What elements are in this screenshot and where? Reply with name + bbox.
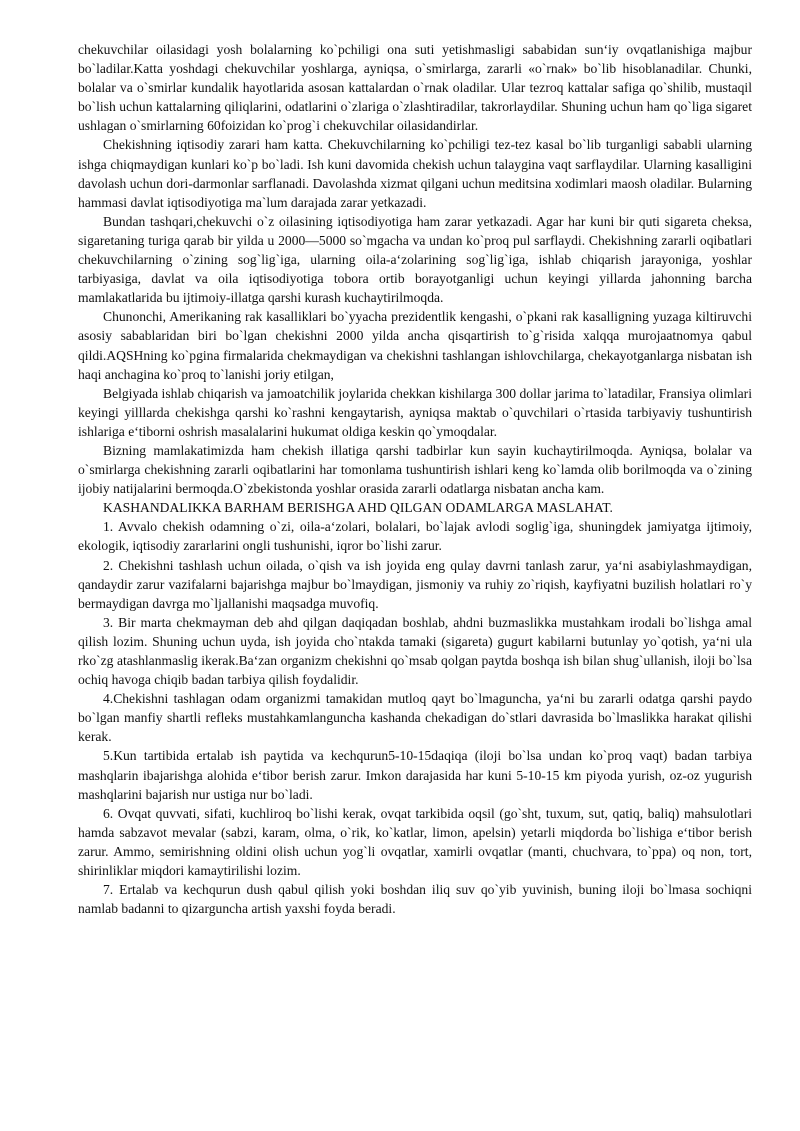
- paragraph-our-country: Bizning mamlakatimizda ham chekish illatiga qarshi tadbirlar kun sayin kuchaytirilmoqda. Ayniqsa, bolalar va o`smirlarga chekishning zararli oqibatlarini har tomonlama tushuntirish ishlari keng ko`lamda olib borilmoqda va o`zining ijobiy natijalarini bermoqda.O`zbekistonda yoshlar orasida zararli odatlarga nisbatan ancha kam.: [78, 442, 752, 497]
- document-page: [78, 40, 752, 918]
- section-heading: KASHANDALIKKA BARHAM BERISHGA AHD QILGAN ODAMLARGA MASLAHAT.: [103, 500, 613, 516]
- advice-item-6: 6. Ovqat quvvati, sifati, kuchliroq bo`lishi kerak, ovqat tarkibida oqsil (go`sht, tuxum, sut, qatiq, baliq) mahsulotlari hamda sabzavot mevalar (sabzi, karam, olma, o`rik, ko`katlar, limon, apelsin) yetarli miqdorda bo`lishiga e‘tibor berish zarur. Ammo, semirishning oldini olish uchun yog`li ovqatlar, xamirli ovqatlar (manti, chuchvara, to`ppa) oq non, tort, shirinliklar miqdori kamaytirilishi lozim.: [78, 805, 752, 879]
- advice-item-7: 7. Ertalab va kechqurun dush qabul qilish yoki boshdan iliq suv qo`yib yuvinish, buning iloji bo`lmasa sochiqni namlab badanni to qizarguncha artish yaxshi foyda beradi.: [78, 882, 752, 917]
- paragraph-family-harm: Bundan tashqari,chekuvchi o`z oilasining iqtisodiyotiga ham zarar yetkazadi. Agar har kuni bir quti sigareta cheksa, sigaretaning turiga qarab bir yilda u 2000—5000 so`mgacha va undan ko`proq pul sarflaydi. Chekishning zararli oqibatlari chekuvchilarning o`zining sog`lig`iga, ularning oila-a‘zolarining sog`lig`iga, ishlab chiqarish jarayoniga, yoshlar tarbiyasiga, davlat va oila iqtisodiyotiga tobora ortib borayotganligi uchun keyingi yillarda jahonning barcha mamlakatlarida bu ijtimoiy-illatga qarshi kurash kuchaytirilmoqda.: [78, 213, 752, 306]
- advice-item-4: 4.Chekishni tashlagan odam organizmi tamakidan mutloq qayt bo`lmaguncha, ya‘ni bu zararli odatga qarshi paydo bo`lgan manfiy shartli refleks mustahkamlanguncha kashanda chekadigan do`stlari davrasida bo`lmaslikka harakat qilishi kerak.: [78, 691, 752, 745]
- paragraph-america: Chunonchi, Amerikaning rak kasalliklari bo`yyacha prezidentlik kengashi, o`pkani rak kasalligning yuzaga kiltiruvchi asosiy sabablaridan biri bo`lgan chekishni 2000 yilda ancha qisqartirish to`g`risida xalqqa murojaatnomya qabul qildi.AQSHning ko`pgina firmalarida chekmaydigan va chekishni tashlangan ishlovchilarga, chekayotganlarga nisbatan ish haqi anchagina ko`proq to`lanishi joriy etilgan,: [78, 309, 752, 382]
- advice-item-1: 1. Avvalo chekish odamning o`zi, oila-a‘zolari, bolalari, bo`lajak avlodi soglig`iga, shuningdek jamiyatga ijtimoiy, ekologik, iqtisodiy zararlarini ongli tushunishi, iqror bo`lishi zarur.: [78, 519, 752, 554]
- advice-item-5: 5.Kun tartibida ertalab ish paytida va kechqurun5-10-15daqiqa (iloji bo`lsa undan ko`proq vaqt) badan tarbiya mashqlarin ibajarishga alohida e‘tibor berish zarur. Imkon darajasida har kuni 5-10-15 km piyoda yurish, oz-oz yugurish mashqlarini bajarish nur ustiga nur bo`ladi.: [78, 748, 752, 802]
- advice-item-2: 2. Chekishni tashlash uchun oilada, o`qish va ish joyida eng qulay davrni tanlash zarur, ya‘ni asabiylashmaydigan, qandaydir zarur vazifalarni bajarishga majbur bo`lmaydigan, jismoniy va ruhiy zo`riqish, kayfiyatni buzilish holatlari ro`y bermaydigan davrga mo`ljallanishi maqsadga muvofiq.: [78, 557, 752, 611]
- advice-item-3: 3. Bir marta chekmayman deb ahd qilgan daqiqadan boshlab, ahdni buzmaslikka mustahkam irodali bo`lishga amal qilish lozim. Shuning uchun uyda, ish joyida cho`ntakda tamaki (sigareta) gugurt kabilarni butunlay yo`qotish, ya‘ni ula rko`zg atashlanmaslig ikerak.Ba‘zan organizm chekishni qo`msab qolgan paytda boshqa ish bilan shug`ullanish, iloji bo`lsa ochiq havoga chiqib badan tarbiya qilish foydalidir.: [78, 614, 752, 688]
- paragraph-belgium: Belgiyada ishlab chiqarish va jamoatchilik joylarida chekkan kishilarga 300 dollar jarima to`latadilar, Fransiya olimlari keyingi yilllarda chekishga qarshi ko`rashni kengaytarish, ayniqsa maktab o`quvchilari o`rtasida tarbiyaviy tushuntirish ishlariga e‘tiborni oshrish masalalarini hukumat oldiga keskin qo`ymoqdalar.: [78, 385, 752, 439]
- paragraph-continuation: chekuvchilar oilasidagi yosh bolalarning ko`pchiligi ona suti yetishmasligi sababidan sun‘iy ovqatlanishiga majbur bo`ladilar.Katta yoshdagi chekuvchilar yoshlarga, ayniqsa, o`smirlarga, zararli «o`rnak» bo`lib hisoblanadilar. Chunki, bolalar va o`smirlar kundalik hayotlarida asosan kattalardan o`rnak oladilar. Ular tezroq kattalar safiga qo`shilib, mustaqil bo`lish uchun kattalarning qiliqlarini, odatlarini o`zlariga o`zlashtiradilar, takrorlaydilar. Shuning uchun ham qo`liga sigaret ushlagan o`smirlarning 60foizidan ko`prog`i chekuvchilar oilasidandirlar.: [78, 42, 752, 134]
- paragraph-economic-harm: Chekishning iqtisodiy zarari ham katta. Chekuvchilarning ko`pchiligi tez-tez kasal bo`lib turganligi sababli ularning ishga chiqmaydigan kunlari ko`p bo`ladi. Ish kuni davomida chekish uchun talaygina vaqt sarflaydilar. Ularning kasalligini davolash uchun dori-darmonlar sarflanadi. Davolashda xizmat qilgani uchun meditsina xodimlari maosh oladilar. Bularning hammasi davlat iqtisodiyotiga ma`lum darajada zarar yetkazadi.: [78, 137, 752, 210]
